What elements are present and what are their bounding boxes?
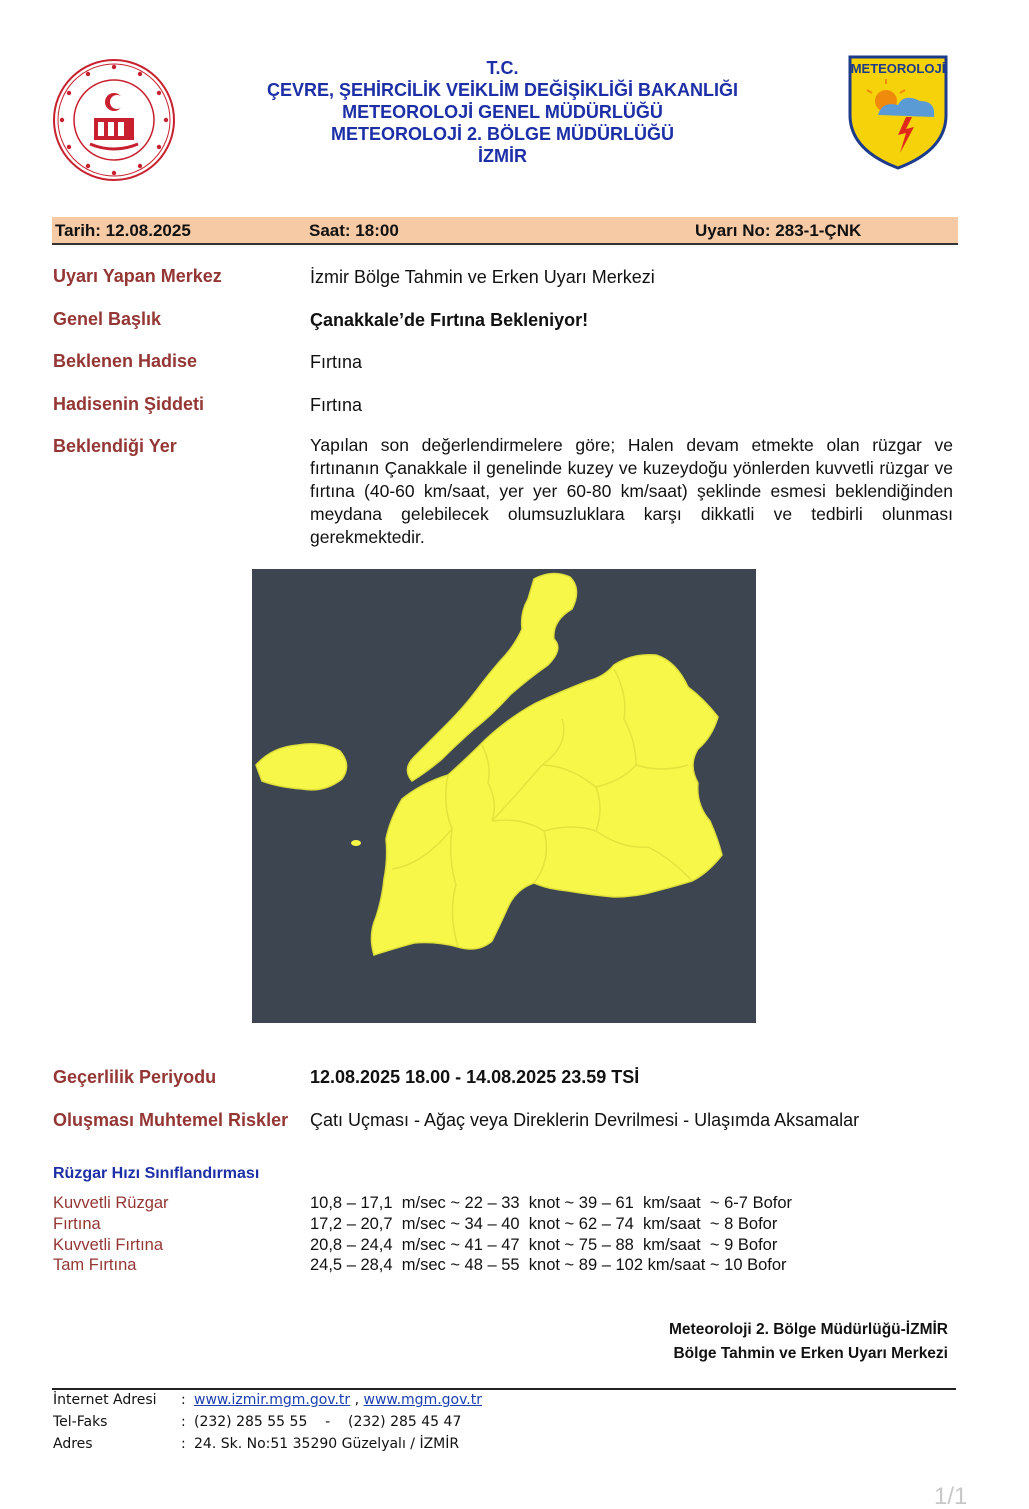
map-region-islet	[351, 840, 361, 846]
event-label: Beklenen Hadise	[53, 351, 198, 371]
title-line-ministry: ÇEVRE, ŞEHİRCİLİK VEİKLİM DEĞİŞİKLİĞİ BAKANLIĞI	[266, 80, 739, 100]
severity-label: Hadisenin Şiddeti	[53, 394, 205, 414]
event-value: Fırtına	[310, 352, 363, 372]
location-description: Yapılan son değerlendirmelere göre; Halen devam etmekte olan rüzgar ve fırtınanın Çanakkale il genelinde kuzey ve kuzeydoğu yönlerden kuvvetli rüzgar ve fırtına (40-60 km/saat, yer yer 60-80 km/saat) şeklinde esmesi beklendiğinden meydana gelebilecek olumsuzluklara karşı dikkatli ve tedbirli olunması gerekmektedir.	[310, 435, 953, 547]
canakkale-map	[252, 569, 756, 1023]
footer-internet	[53, 1392, 953, 1412]
page-indicator: 1/1	[934, 1483, 968, 1509]
headline-value: Çanakkale’de Fırtına Bekleniyor!	[310, 310, 589, 330]
wind-class-value: 10,8 – 17,1 m/sec ~ 22 – 33 knot ~ 39 – 61 km/saat ~ 6-7 Bofor	[310, 1194, 793, 1212]
tel-label: Tel-Faks	[53, 1414, 108, 1430]
footer-colon: :	[181, 1436, 186, 1452]
footer-colon: :	[181, 1414, 186, 1430]
warning-map	[252, 569, 756, 1023]
validity-label: Geçerlilik Periyodu	[53, 1067, 217, 1087]
internet-label: İnternet Adresi	[53, 1392, 157, 1408]
footer-divider	[52, 1388, 956, 1390]
signature-line-2: Bölge Tahmin ve Erken Uyarı Merkezi	[673, 1345, 948, 1362]
footer-tel	[53, 1414, 953, 1434]
wind-class-name: Kuvvetli Fırtına	[53, 1236, 164, 1254]
warning-info-bar	[52, 217, 958, 245]
risks-value: Çatı Uçması - Ağaç veya Direklerin Devrilmesi - Ulaşımda Aksamalar	[310, 1110, 860, 1130]
wind-row	[0, 1215, 1029, 1236]
ministry-seal-icon	[52, 58, 176, 182]
internet-links	[194, 1392, 482, 1408]
warning-date: Tarih: 12.08.2025	[55, 221, 191, 240]
wind-row	[0, 1236, 1029, 1257]
wind-class-value: 17,2 – 20,7 m/sec ~ 34 – 40 knot ~ 62 – 74 km/saat ~ 8 Bofor	[310, 1215, 778, 1233]
map-region-mainland	[371, 655, 722, 955]
mgm-link[interactable]: www.mgm.gov.tr	[363, 1392, 483, 1408]
map-region-gokceada	[256, 744, 347, 790]
tel-value: (232) 285 55 55 - (232) 285 45 47	[194, 1414, 462, 1430]
title-line-tc: T.C.	[486, 58, 519, 78]
center-label: Uyarı Yapan Merkez	[53, 266, 222, 286]
wind-classification-title: Rüzgar Hızı Sınıflandırması	[53, 1165, 260, 1182]
wind-class-name: Fırtına	[53, 1215, 101, 1233]
link-separator: ,	[350, 1392, 364, 1408]
title-line-general-directorate: METEOROLOJİ GENEL MÜDÜRLÜĞÜ	[342, 102, 663, 122]
wind-class-value: 20,8 – 24,4 m/sec ~ 41 – 47 knot ~ 75 – 88 km/saat ~ 9 Bofor	[310, 1236, 778, 1254]
center-value: İzmir Bölge Tahmin ve Erken Uyarı Merkezi	[310, 267, 655, 287]
wind-row	[0, 1256, 1029, 1277]
wind-class-value: 24,5 – 28,4 m/sec ~ 48 – 55 knot ~ 89 – 102 km/saat ~ 10 Bofor	[310, 1256, 787, 1274]
location-label: Beklendiği Yer	[53, 436, 177, 456]
warning-time: Saat: 18:00	[309, 221, 399, 240]
address-value: 24. Sk. No:51 35290 Güzelyalı / İZMİR	[194, 1436, 460, 1452]
meteoroloji-logo-icon	[848, 55, 948, 170]
wind-row	[0, 1194, 1029, 1215]
severity-value: Fırtına	[310, 395, 363, 415]
signature-line-1: Meteoroloji 2. Bölge Müdürlüğü-İZMİR	[669, 1321, 948, 1338]
warning-number: Uyarı No: 283-1-ÇNK	[695, 221, 862, 240]
risks-label: Oluşması Muhtemel Riskler	[53, 1110, 289, 1130]
validity-value: 12.08.2025 18.00 - 14.08.2025 23.59 TSİ	[310, 1067, 640, 1087]
headline-label: Genel Başlık	[53, 309, 162, 329]
footer-address	[53, 1436, 953, 1456]
wind-class-name: Kuvvetli Rüzgar	[53, 1194, 169, 1212]
header-titles	[200, 57, 805, 167]
address-label: Adres	[53, 1436, 93, 1452]
izmir-mgm-link[interactable]: www.izmir.mgm.gov.tr	[194, 1392, 351, 1408]
document-header	[0, 0, 1029, 200]
wind-class-name: Tam Fırtına	[53, 1256, 137, 1274]
title-line-city: İZMİR	[478, 146, 527, 166]
footer-colon: :	[181, 1392, 186, 1408]
logo-text: METEOROLOJİ	[850, 61, 946, 76]
title-line-regional-directorate: METEOROLOJİ 2. BÖLGE MÜDÜRLÜĞÜ	[330, 124, 674, 144]
